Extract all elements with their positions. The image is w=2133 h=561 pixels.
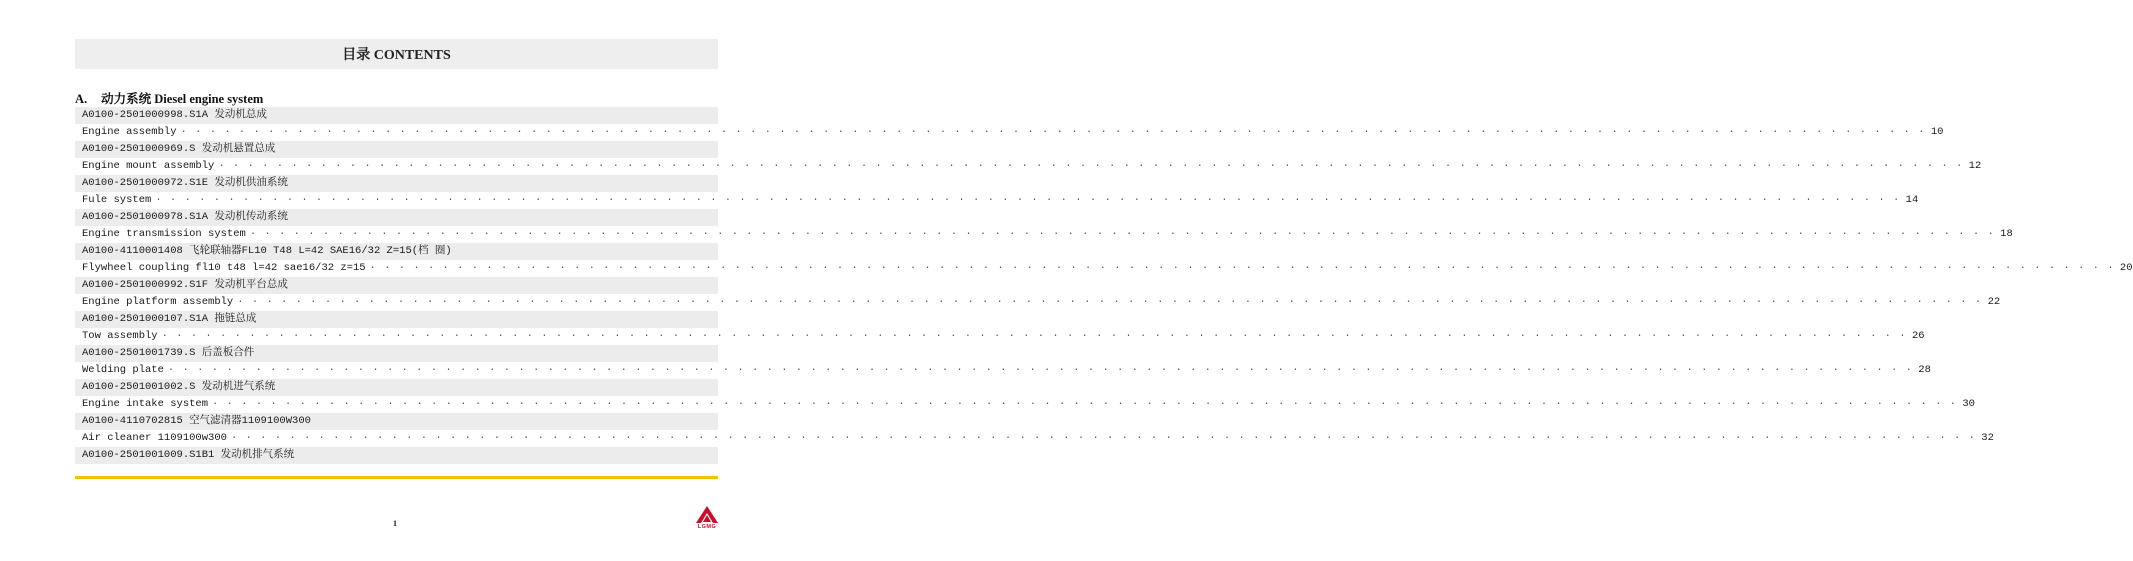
section-heading <box>75 89 263 107</box>
toc-code-row <box>75 379 718 396</box>
leader-dots: · · · · · · · · · · · · · · · · · · · · · · · · · · · · · · · · · · · · · · · · · · · · · · · · · · · · · · · · · · · · · · · · · · · · · · · · · · · · · · · · · · · · · · · · · · · · · · · · · · · · · · · · · · · · · · · · · · · · · · · · <box>161 330 1907 342</box>
toc-code-row <box>75 141 718 158</box>
toc-entry-row <box>75 430 1994 447</box>
entry-page-number: 20 <box>2119 262 2133 274</box>
toc-code-row <box>75 175 718 192</box>
leader-dots: · · · · · · · · · · · · · · · · · · · · · · · · · · · · · · · · · · · · · · · · · · · · · · · · · · · · · · · · · · · · · · · · · · · · · · · · · · · · · · · · · · · · · · · · · · · · · · · · · · · · · · · · · · · · · · · · · · · · · · · · <box>369 262 2115 274</box>
entry-page-number: 12 <box>1968 160 1982 172</box>
toc-entry-row <box>75 294 2001 311</box>
entry-title: Engine intake system <box>82 398 209 410</box>
leader-dots: · · · · · · · · · · · · · · · · · · · · · · · · · · · · · · · · · · · · · · · · · · · · · · · · · · · · · · · · · · · · · · · · · · · · · · · · · · · · · · · · · · · · · · · · · · · · · · · · · · · · · · · · · · · · · · · · · · · · · · · · <box>180 126 1926 138</box>
part-code-label: A0100-2501001739.S 后盖板合件 <box>82 347 255 359</box>
part-code-label: A0100-2501000998.S1A 发动机总成 <box>82 109 267 121</box>
part-code-label: A0100-4110001408 飞轮联轴器FL10 T48 L=42 SAE16/32 Z=15(档 圈) <box>82 245 452 257</box>
entry-title: Engine platform assembly <box>82 296 234 308</box>
part-code-label: A0100-2501000972.S1E 发动机供油系统 <box>82 177 288 189</box>
leader-dots: · · · · · · · · · · · · · · · · · · · · · · · · · · · · · · · · · · · · · · · · · · · · · · · · · · · · · · · · · · · · · · · · · · · · · · · · · · · · · · · · · · · · · · · · · · · · · · · · · · · · · · · · · · · · · · · · · · · · · · · · <box>218 160 1964 172</box>
contents-header <box>75 39 718 69</box>
part-code-label: A0100-2501000978.S1A 发动机传动系统 <box>82 211 288 223</box>
leader-dots: · · · · · · · · · · · · · · · · · · · · · · · · · · · · · · · · · · · · · · · · · · · · · · · · · · · · · · · · · · · · · · · · · · · · · · · · · · · · · · · · · · · · · · · · · · · · · · · · · · · · · · · · · · · · · · · · · · · · · · · · <box>155 194 1901 206</box>
entry-page-number: 30 <box>1962 398 1975 410</box>
toc-code-row <box>75 345 718 362</box>
part-code-label: A0100-2501001009.S1B1 发动机排气系统 <box>82 449 295 461</box>
entry-title: Engine transmission system <box>82 228 246 240</box>
toc-code-row <box>75 277 718 294</box>
entry-title: Engine assembly <box>82 126 177 138</box>
logo-wordmark: LGMG <box>697 524 717 530</box>
toc-entry-row <box>75 192 1919 209</box>
entry-title: Engine mount assembly <box>82 160 215 172</box>
part-code-label: A0100-2501000107.S1A 拖链总成 <box>82 313 257 325</box>
lgmg-logo <box>694 505 720 531</box>
toc-code-row <box>75 107 718 124</box>
part-code-label: A0100-2501000992.S1F 发动机平台总成 <box>82 279 288 291</box>
logo-mark-icon <box>694 505 720 525</box>
page-number: 1 <box>393 519 397 528</box>
entry-title: Tow assembly <box>82 330 158 342</box>
entry-page-number: 18 <box>2000 228 2013 240</box>
leader-dots: · · · · · · · · · · · · · · · · · · · · · · · · · · · · · · · · · · · · · · · · · · · · · · · · · · · · · · · · · · · · · · · · · · · · · · · · · · · · · · · · · · · · · · · · · · · · · · · · · · · · · · · · · · · · · · · · · · · · · · · · <box>249 228 1995 240</box>
entry-title: Flywheel coupling fl10 t48 l=42 sae16/32 z=15 <box>82 262 366 274</box>
toc-entry-row <box>75 396 1975 413</box>
leader-dots: · · · · · · · · · · · · · · · · · · · · · · · · · · · · · · · · · · · · · · · · · · · · · · · · · · · · · · · · · · · · · · · · · · · · · · · · · · · · · · · · · · · · · · · · · · · · · · · · · · · · · · · · · · · · · · · · · · · · · · · · <box>212 398 1957 410</box>
part-code-label: A0100-2501000969.S 发动机悬置总成 <box>82 143 276 155</box>
part-code-label: A0100-2501001002.S 发动机进气系统 <box>82 381 276 393</box>
leader-dots: · · · · · · · · · · · · · · · · · · · · · · · · · · · · · · · · · · · · · · · · · · · · · · · · · · · · · · · · · · · · · · · · · · · · · · · · · · · · · · · · · · · · · · · · · · · · · · · · · · · · · · · · · · · · · · · · · · · · · · · · <box>237 296 1983 308</box>
entry-page-number: 22 <box>1987 296 2001 308</box>
entry-page-number: 10 <box>1930 126 1944 138</box>
footer-rule <box>75 476 718 479</box>
toc-entry-row <box>75 260 2133 277</box>
contents-title: 目录 CONTENTS <box>342 48 451 63</box>
toc-code-row <box>75 447 718 464</box>
toc-list <box>75 107 2133 464</box>
toc-entry-row <box>75 362 1931 379</box>
toc-entry-row <box>75 124 1944 141</box>
toc-entry-row <box>75 226 2013 243</box>
leader-dots: · · · · · · · · · · · · · · · · · · · · · · · · · · · · · · · · · · · · · · · · · · · · · · · · · · · · · · · · · · · · · · · · · · · · · · · · · · · · · · · · · · · · · · · · · · · · · · · · · · · · · · · · · · · · · · · · · · · · · · · · <box>167 364 1913 376</box>
toc-code-row <box>75 243 718 260</box>
toc-code-row <box>75 209 718 226</box>
entry-page-number: 14 <box>1905 194 1919 206</box>
toc-entry-row <box>75 328 1925 345</box>
entry-title: Welding plate <box>82 364 164 376</box>
part-code-label: A0100-4110702815 空气滤清器1109100W300 <box>82 415 311 427</box>
section-letter: A. <box>75 92 88 106</box>
toc-entry-row <box>75 158 1982 175</box>
section-title: 动力系统 Diesel engine system <box>101 92 264 106</box>
entry-title: Fule system <box>82 194 152 206</box>
leader-dots: · · · · · · · · · · · · · · · · · · · · · · · · · · · · · · · · · · · · · · · · · · · · · · · · · · · · · · · · · · · · · · · · · · · · · · · · · · · · · · · · · · · · · · · · · · · · · · · · · · · · · · · · · · · · · · · · · · · · · · · · <box>230 432 1976 444</box>
toc-code-row <box>75 413 718 430</box>
toc-code-row <box>75 311 718 328</box>
entry-title: Air cleaner 1109100w300 <box>82 432 227 444</box>
entry-page-number: 26 <box>1911 330 1925 342</box>
entry-page-number: 28 <box>1918 364 1931 376</box>
entry-page-number: 32 <box>1981 432 1994 444</box>
